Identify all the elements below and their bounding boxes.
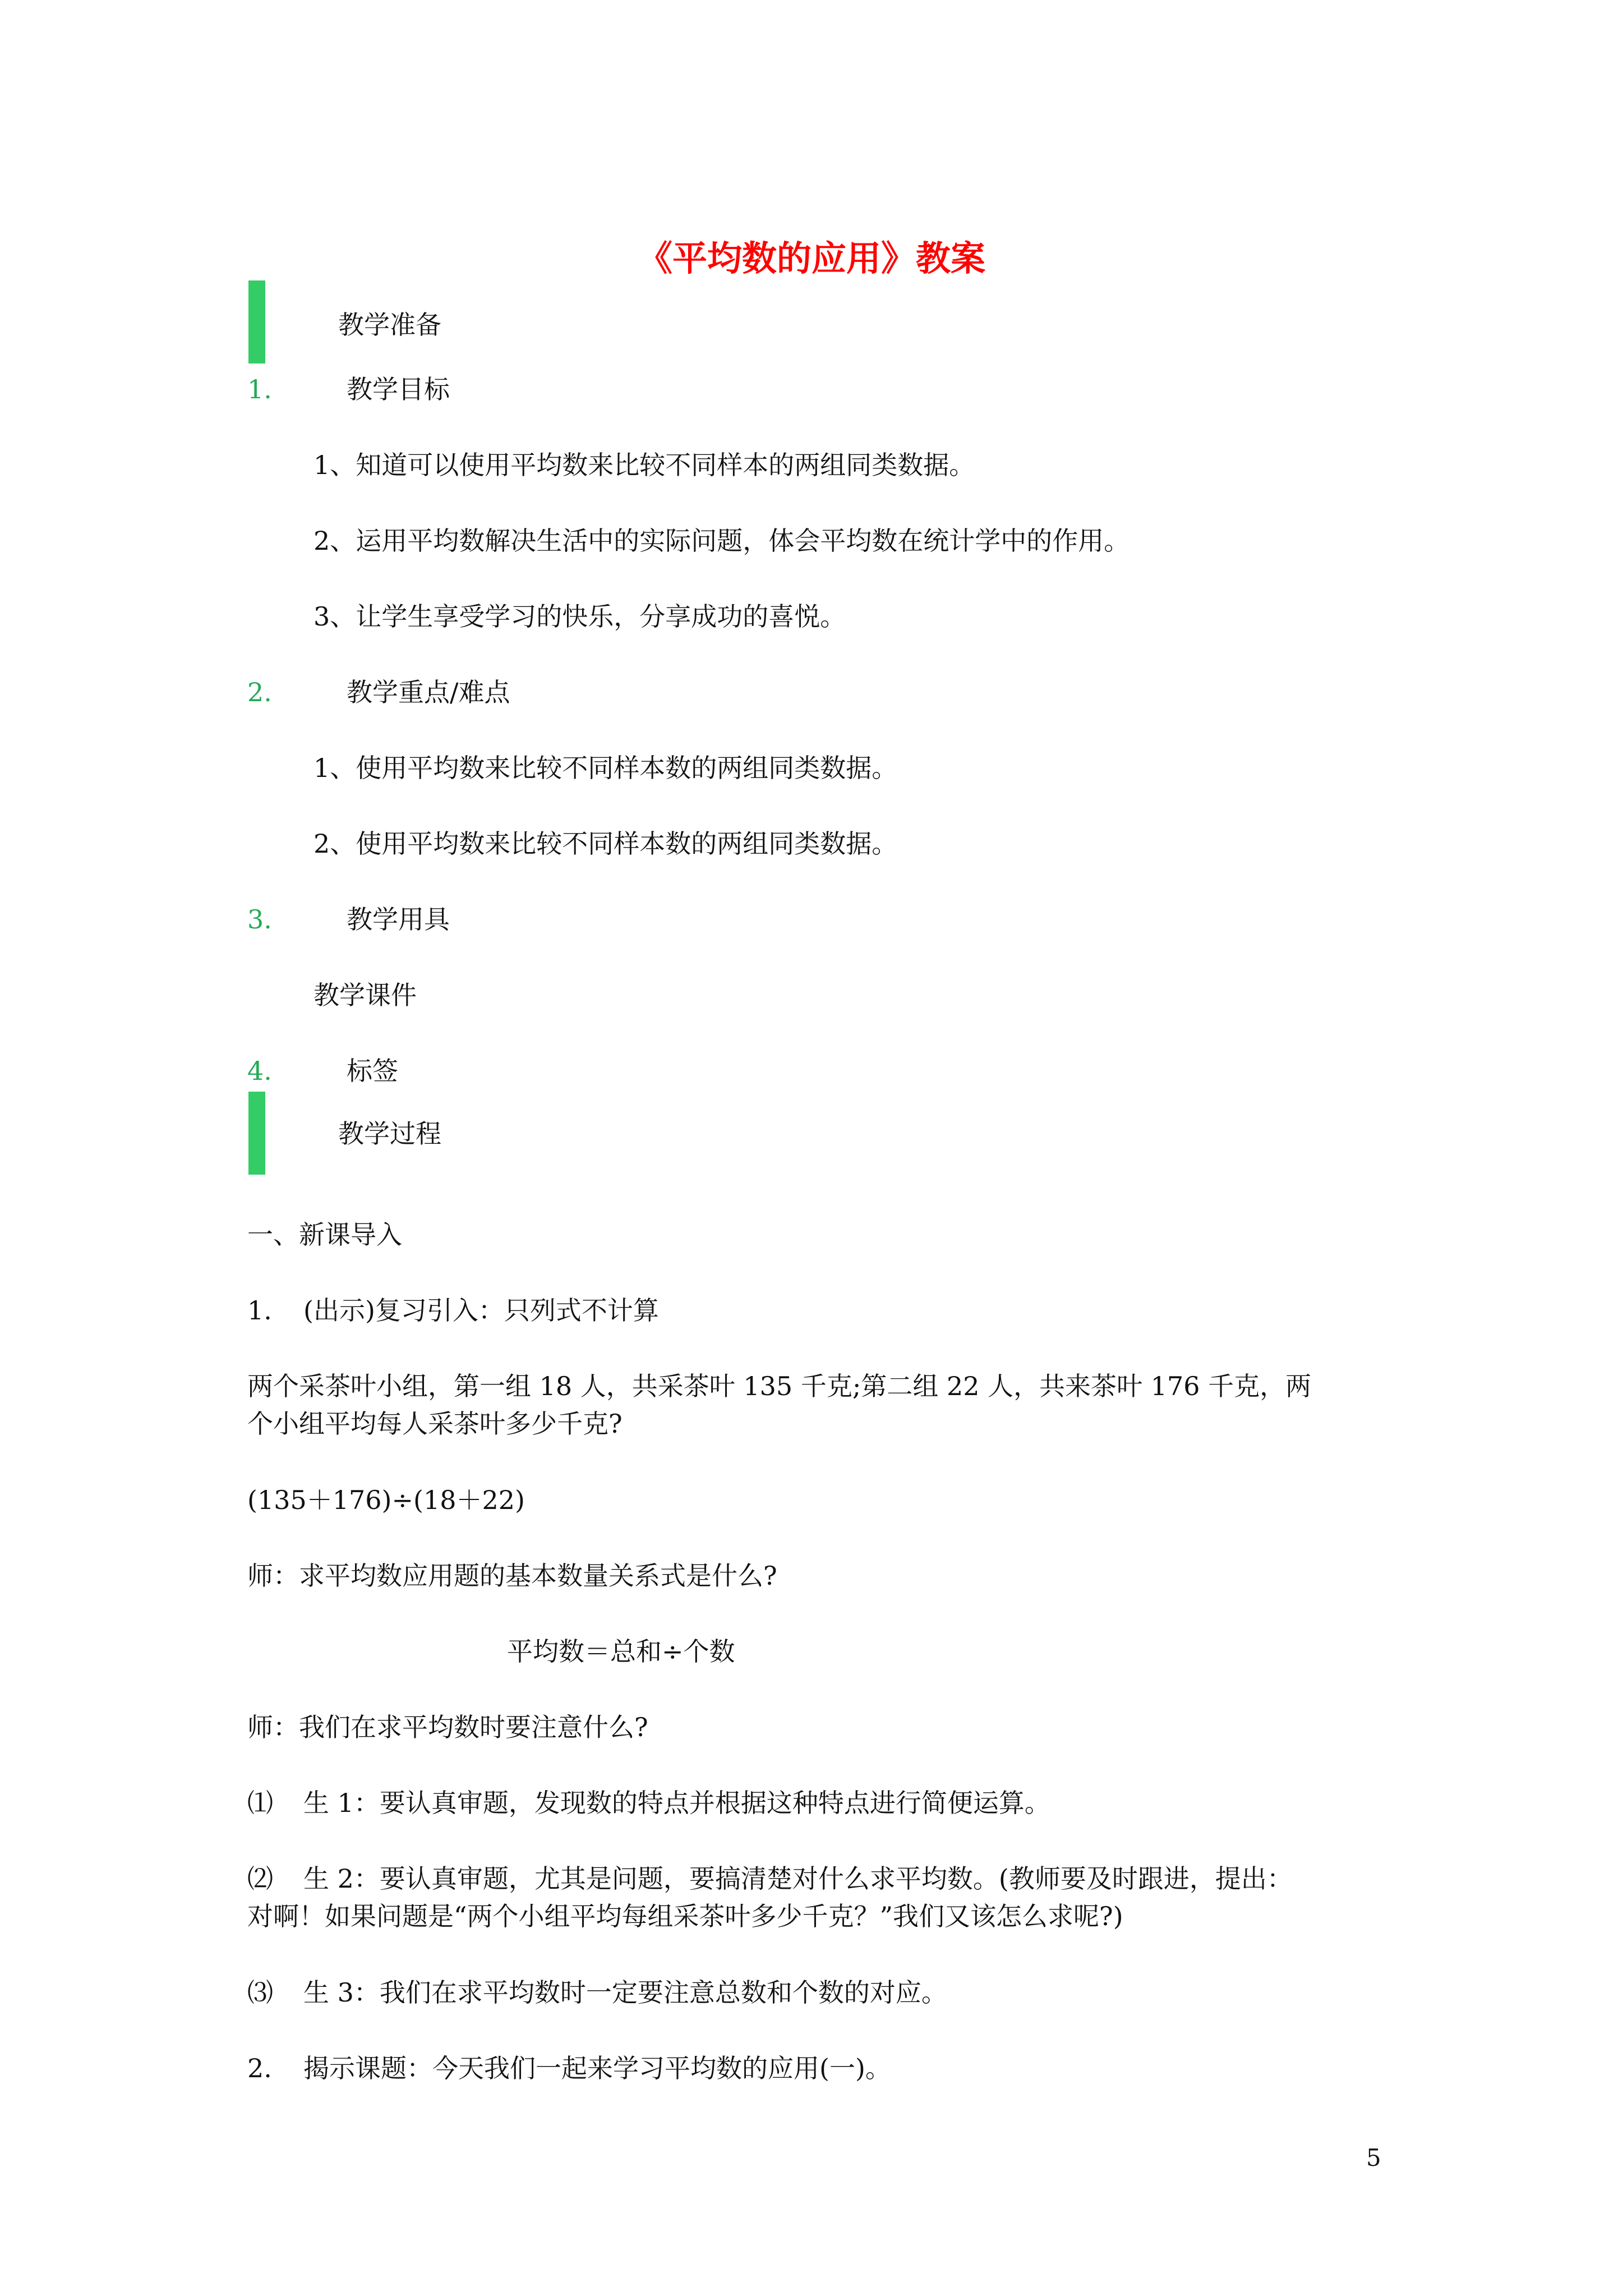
- answer-text: 生 1：要认真审题，发现数的特点并根据这种特点进行简便运算。: [303, 1788, 1050, 1818]
- teacher-question: 师：求平均数应用题的基本数量关系式是什么?: [247, 1561, 777, 1591]
- answer-number: ⑵: [247, 1864, 273, 1894]
- list-label-tags: 标签: [347, 1056, 398, 1086]
- problem-text: 个小组平均每人采茶叶多少千克?: [247, 1409, 623, 1439]
- answer-text: 生 2：要认真审题，尤其是问题，要搞清楚对什么求平均数。(教师要及时跟进，提出：: [303, 1864, 1293, 1894]
- list-number: 2.: [247, 677, 272, 707]
- section-marker-bar: [248, 1092, 265, 1175]
- answer-text-continued: 对啊！如果问题是“两个小组平均每组采茶叶多少千克？”我们又该怎么求呢?): [247, 1901, 1123, 1931]
- answer-number: ⑴: [247, 1788, 273, 1818]
- step-text: 揭示课题：今天我们一起来学习平均数的应用(一)。: [303, 2053, 891, 2083]
- problem-text: 两个采茶叶小组，第一组 18 人，共采茶叶 135 千克;第二组 22 人，共来茶叶 176 千克，两: [247, 1371, 1312, 1401]
- goal-item: 1、知道可以使用平均数来比较不同样本的两组同类数据。: [313, 450, 975, 480]
- goal-item: 3、让学生享受学习的快乐，分享成功的喜悦。: [313, 601, 846, 632]
- relation-formula: 平均数＝总和÷个数: [507, 1636, 735, 1667]
- step-number: 2.: [247, 2053, 272, 2083]
- list-label-tools: 教学用具: [347, 904, 450, 935]
- page-title: 《平均数的应用》教案: [637, 238, 985, 279]
- answer-text: 生 3：我们在求平均数时一定要注意总数和个数的对应。: [303, 1977, 947, 2008]
- intro-heading: 一、新课导入: [247, 1220, 402, 1250]
- list-label-goals: 教学目标: [347, 374, 450, 404]
- keypoint-item: 1、使用平均数来比较不同样本数的两组同类数据。: [313, 753, 898, 783]
- formula-text: (135＋176)÷(18＋22): [247, 1485, 525, 1515]
- step-text: (出示)复习引入：只列式不计算: [303, 1295, 659, 1326]
- section-heading-process: 教学过程: [338, 1119, 441, 1149]
- keypoint-item: 2、使用平均数来比较不同样本数的两组同类数据。: [313, 829, 898, 859]
- section-marker-bar: [248, 280, 265, 364]
- page-number: 5: [1366, 2144, 1381, 2171]
- tools-text: 教学课件: [313, 980, 417, 1010]
- section-heading-preparation: 教学准备: [338, 310, 441, 340]
- list-number: 1.: [247, 374, 272, 404]
- list-number: 4.: [247, 1056, 272, 1086]
- teacher-question: 师：我们在求平均数时要注意什么?: [247, 1712, 648, 1742]
- step-number: 1.: [247, 1295, 272, 1326]
- list-label-keypoints: 教学重点/难点: [347, 677, 510, 707]
- list-number: 3.: [247, 904, 272, 935]
- goal-item: 2、运用平均数解决生活中的实际问题，体会平均数在统计学中的作用。: [313, 526, 1130, 556]
- answer-number: ⑶: [247, 1977, 273, 2008]
